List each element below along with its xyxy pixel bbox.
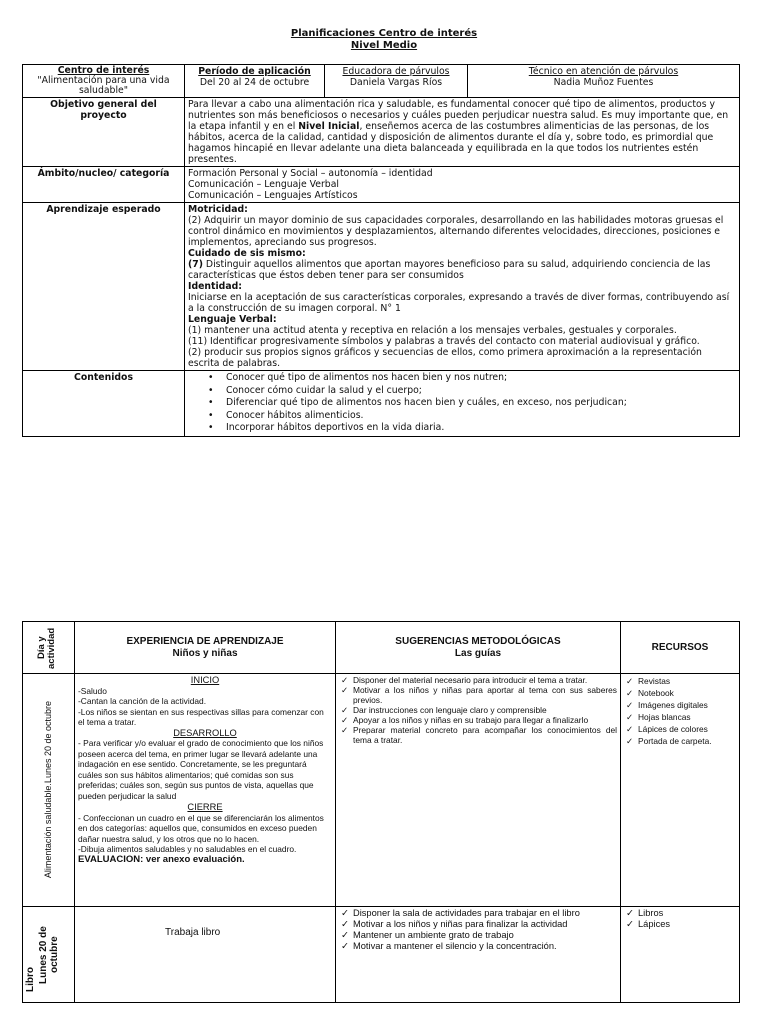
- inicio-item: -Cantan la canción de la actividad.: [78, 696, 207, 706]
- cuidado-heading: Cuidado de sis mismo:: [188, 248, 306, 259]
- list-item: ✓ Libros: [638, 908, 736, 919]
- educadora-cell: [325, 65, 468, 98]
- row1-dia-cell: [23, 674, 75, 907]
- col-sugerencias-title: SUGERENCIAS METODOLÓGICAS: [395, 635, 561, 647]
- list-item: ✓ Apoyar a los niños y niñas en su trabajo para llegar a finalizarlo: [353, 715, 617, 725]
- list-item: ✓ Preparar material concreto para acompañar los conocimientos del tema a tratar.: [353, 725, 617, 745]
- identidad-text: Iniciarse en la aceptación de sus características corporales, expresando a través de diver formas, contribuyendo así a la construcción de su imagen corporal. N° 1: [188, 292, 730, 314]
- row2-recursos: [621, 907, 740, 1003]
- cuidado-body: Distinguir aquellos alimentos que aportan mayores beneficioso para su salud, adquiriendo conciencia de las características que éstos deben tener para ser consumidos: [188, 259, 711, 281]
- centro-label: Centro de interés: [57, 65, 150, 76]
- list-item: ✓ Motivar a los niños y niñas para aportar al tema con sus saberes previos.: [353, 685, 617, 705]
- col-sugerencias-subtitle: Las guías: [454, 647, 502, 659]
- row1-recursos-list: [624, 675, 736, 747]
- educadora-value: Daniela Vargas Ríos: [349, 77, 443, 88]
- list-item: • Incorporar hábitos deportivos en la vida diaria.: [226, 422, 736, 435]
- table-row: [23, 907, 740, 1003]
- cierre-item: -Dibuja alimentos saludables y no saludables en el cuadro.: [78, 844, 297, 854]
- inicio-label: INICIO: [190, 675, 220, 685]
- objetivo-text-a: Para llevar a cabo una alimentación rica y saludable, es fundamental conocer qué tipo de alimentos, productos y nutrientes son más beneficiosos o necesarios y cuáles pueden perjudicar nuestra salud. Es muy importante que, en la etapa infantil y en el: [188, 99, 729, 132]
- cierre-label: CIERRE: [187, 802, 223, 812]
- inicio-item: -Saludo: [78, 685, 107, 696]
- table-row: [23, 674, 740, 907]
- lenguaje-heading: Lenguaje Verbal:: [188, 314, 277, 325]
- row2-experiencia: Trabaja libro: [75, 907, 336, 1003]
- list-item: ✓ Mantener un ambiente grato de trabajo: [353, 930, 617, 941]
- list-item: • Conocer hábitos alimenticios.: [226, 410, 736, 423]
- list-item: ✓ Hojas blancas: [638, 711, 736, 723]
- ambito-label: Ámbito/nucleo/ categoría: [23, 167, 185, 203]
- activities-table: [22, 621, 740, 1003]
- row2-sugerencias-list: [339, 908, 617, 952]
- list-item: ✓ Revistas: [638, 675, 736, 687]
- periodo-label: Período de aplicación: [198, 66, 311, 77]
- objetivo-text-b: , enseñemos acerca de las costumbres alimenticias de las personas, de los hábitos, acerca de la calidad, cantidad y disposición de alimentos durante el día y, sobre todo, es primordial que hagamos hincapié en llevar adelante una dieta balanceada y equilibrada en la que todos los nutrientes estén presentes.: [188, 121, 714, 165]
- col-recursos-header: RECURSOS: [621, 622, 740, 674]
- centro-value: "Alimentación para una vida saludable": [37, 75, 170, 96]
- contenidos-list: [188, 372, 736, 435]
- identidad-heading: Identidad:: [188, 281, 242, 292]
- motricidad-text: (2) Adquirir un mayor dominio de sus capacidades corporales, desarrollando en las habilidades motoras gruesas el control dinámico en movimientos y desplazamientos, alternando diferentes velocidades, direcciones, posiciones e implementos, apreciando sus progresos.: [188, 215, 724, 248]
- ambito-line: Comunicación – Lenguaje Verbal: [188, 179, 339, 190]
- col-dia-header: [23, 622, 75, 674]
- objetivo-text: [185, 98, 740, 167]
- document-subtitle: Nivel Medio: [350, 40, 418, 51]
- list-item: ✓ Notebook: [638, 687, 736, 699]
- activities-header-row: [23, 622, 740, 674]
- col-dia-label: Día y actividad: [35, 626, 57, 669]
- list-item: ✓ Disponer del material necesario para introducir el tema a tratar.: [353, 675, 617, 685]
- objetivo-row: [23, 98, 740, 167]
- list-item: ✓ Disponer la sala de actividades para trabajar en el libro: [353, 908, 617, 919]
- aprendizaje-label: Aprendizaje esperado: [23, 203, 185, 371]
- ambito-row: [23, 167, 740, 203]
- aprendizaje-row: [23, 203, 740, 371]
- col-experiencia-title: EXPERIENCIA DE APRENDIZAJE: [126, 635, 284, 647]
- objetivo-label: Objetivo general del proyecto: [23, 98, 185, 167]
- row2-recursos-list: [624, 908, 736, 930]
- lenguaje-text-2: (11) Identificar progresivamente símbolos y palabras a través del contacto con material audiovisual y gráfico.: [188, 336, 700, 347]
- row2-sugerencias: [336, 907, 621, 1003]
- cuidado-text: [188, 259, 736, 281]
- educadora-label: Educadora de párvulos: [342, 66, 450, 77]
- ambito-line: Comunicación – Lenguajes Artísticos: [188, 190, 358, 201]
- objetivo-text-bold: Nivel Inicial: [298, 121, 360, 132]
- periodo-value: Del 20 al 24 de octubre: [199, 77, 310, 88]
- row1-recursos: [621, 674, 740, 907]
- info-header-row: [23, 65, 740, 98]
- aprendizaje-content: [185, 203, 740, 371]
- periodo-cell: [185, 65, 325, 98]
- cierre-item: - Confeccionan un cuadro en el que se diferenciarán los alimentos en dos categorías: aquellos que, consumidos en exceso pueden dañar nuestra salud, y los otros que no lo hacen.: [78, 812, 324, 844]
- row2-dia-cell: [23, 907, 75, 1003]
- col-experiencia-subtitle: Niños y niñas: [172, 647, 238, 659]
- list-item: ✓ Dar instrucciones con lenguaje claro y comprensible: [353, 705, 617, 715]
- list-item: ✓ Lápices de colores: [638, 723, 736, 735]
- document-title: Planificaciones Centro de interés: [290, 28, 478, 39]
- tecnico-cell: [468, 65, 740, 98]
- inicio-item: -Los niños se sientan en sus respectivas sillas para comenzar con el tema a tratar.: [78, 706, 324, 727]
- col-experiencia-header: [75, 622, 336, 674]
- ambito-line: Formación Personal y Social – autonomía – identidad: [188, 168, 433, 179]
- motricidad-heading: Motricidad:: [188, 204, 248, 215]
- ambito-lines: [185, 167, 740, 203]
- desarrollo-text: - Para verificar y/o evaluar el grado de conocimiento que los niños poseen acerca del tema, en primer lugar se llevará adelante una indagación en ese sentido. Concretamente, se les preguntará cuáles son sus hábitos alimentarios; qué comidas son sus preferidas; cuáles son, según sus puntos de vista, aquellas que pueden perjudicar la salud: [78, 738, 324, 801]
- planning-info-table: [22, 64, 740, 437]
- tecnico-value: Nadia Muñoz Fuentes: [553, 77, 654, 88]
- row2-dia-1: Libro: [25, 966, 36, 992]
- col-sugerencias-header: [336, 622, 621, 674]
- desarrollo-label: DESARROLLO: [173, 727, 237, 738]
- list-item: ✓ Portada de carpeta.: [638, 735, 736, 747]
- list-item: ✓ Lápices: [638, 919, 736, 930]
- list-item: ✓ Motivar a mantener el silencio y la concentración.: [353, 941, 617, 952]
- lenguaje-text-3: (2) producir sus propios signos gráficos y secuencias de ellos, como primera aproximación a la representación escrita de palabras.: [188, 347, 702, 369]
- list-item: • Conocer cómo cuidar la salud y el cuerpo;: [226, 385, 736, 398]
- row1-sugerencias: [336, 674, 621, 907]
- contenidos-label: Contenidos: [23, 371, 185, 437]
- centro-cell: [23, 65, 185, 98]
- lenguaje-text-1: (1) mantener una actitud atenta y receptiva en relación a los mensajes verbales, gestuales y corporales.: [188, 325, 677, 336]
- contenidos-cell: [185, 371, 740, 437]
- row2-dia-2: Lunes 20 de octubre: [38, 925, 60, 984]
- list-item: ✓ Motivar a los niños y niñas para finalizar la actividad: [353, 919, 617, 930]
- list-item: • Diferenciar qué tipo de alimentos nos hacen bien y cuáles, en exceso, nos perjudican;: [226, 397, 736, 410]
- tecnico-label: Técnico en atención de párvulos: [528, 66, 679, 77]
- row1-dia: Alimentación saludable.Lunes 20 de octubre: [43, 701, 53, 879]
- contenidos-row: [23, 371, 740, 437]
- list-item: • Conocer qué tipo de alimentos nos hacen bien y nos nutren;: [226, 372, 736, 385]
- cuidado-number: (7): [188, 259, 203, 270]
- row1-experiencia: [75, 674, 336, 907]
- evaluacion-text: EVALUACION: ver anexo evaluación.: [78, 853, 245, 865]
- row1-sugerencias-list: [339, 675, 617, 745]
- row2-dia-wrap: [23, 918, 74, 992]
- list-item: ✓ Imágenes digitales: [638, 699, 736, 711]
